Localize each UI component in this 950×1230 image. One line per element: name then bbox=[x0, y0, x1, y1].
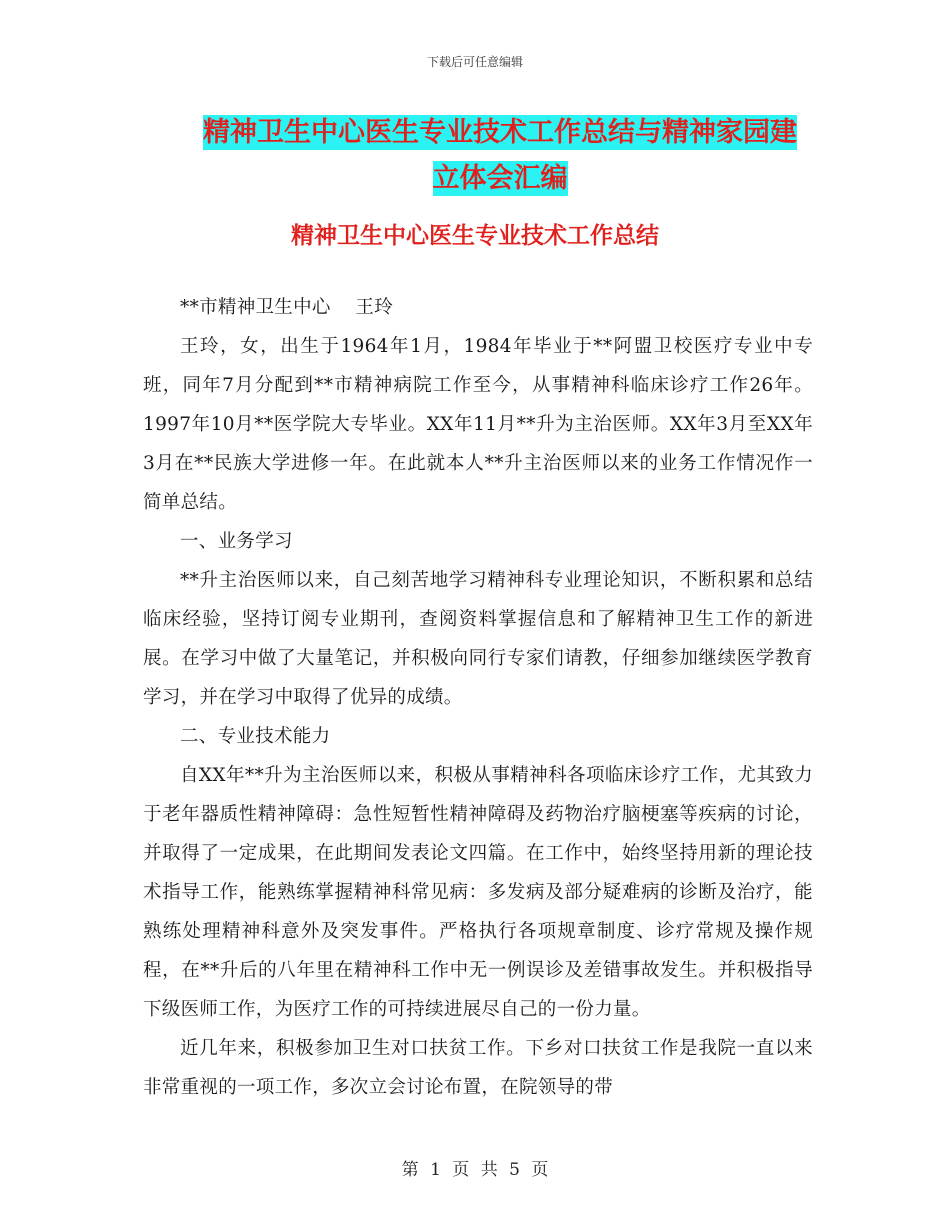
paragraph-poverty-work: 近几年来，积极参加卫生对口扶贫工作。下乡对口扶贫工作是我院一直以来非常重视的一项工作，多次立会讨论布置，在院领导的带 bbox=[143, 1038, 813, 1098]
document-body bbox=[143, 288, 813, 1107]
document-title-text: 精神卫生中心医生专业技术工作总结与精神家园建立体会汇编 bbox=[203, 117, 797, 194]
heading-professional-ability: 二、专业技术能力 bbox=[180, 726, 331, 747]
document-title bbox=[190, 110, 810, 202]
author-byline: **市精神卫生中心 王玲 bbox=[180, 297, 394, 318]
page-number-footer: 第 1 页 共 5 页 bbox=[401, 1160, 549, 1180]
paragraph-professional-ability: 自XX年**升为主治医师以来，积极从事精神科各项临床诊疗工作，尤其致力于老年器质性精神障碍：急性短暂性精神障碍及药物治疗脑梗塞等疾病的讨论，并取得了一定成果，在此期间发表论文四篇。在工作中，始终坚持用新的理论技术指导工作，能熟练掌握精神科常见病：多发病及部分疑难病的诊断及治疗，能熟练处理精神科意外及突发事件。严格执行各项规章制度、诊疗常规及操作规程，在**升后的八年里在精神科工作中无一例误诊及差错事故发生。并积极指导下级医师工作，为医疗工作的可持续进展尽自己的一份力量。 bbox=[143, 765, 813, 1020]
heading-business-study: 一、业务学习 bbox=[180, 531, 293, 552]
section-title: 精神卫生中心医生专业技术工作总结 bbox=[291, 222, 659, 249]
paragraph-intro: 王玲，女，出生于1964年1月，1984年毕业于**阿盟卫校医疗专业中专班，同年7月分配到**市精神病院工作至今，从事精神科临床诊疗工作26年。1997年10月**医学院大专毕业。XX年11月**升为主治医师。XX年3月至XX年3月在**民族大学进修一年。在此就本人**升主治医师以来的业务工作情况作一简单总结。 bbox=[143, 336, 813, 513]
paragraph-business-study: **升主治医师以来，自己刻苦地学习精神科专业理论知识，不断积累和总结临床经验，坚持订阅专业期刊，查阅资料掌握信息和了解精神卫生工作的新进展。在学习中做了大量笔记，并积极向同行专家们请教，仔细参加继续医学教育学习，并在学习中取得了优异的成绩。 bbox=[143, 570, 813, 708]
header-note: 下载后可任意编辑 bbox=[426, 55, 523, 69]
